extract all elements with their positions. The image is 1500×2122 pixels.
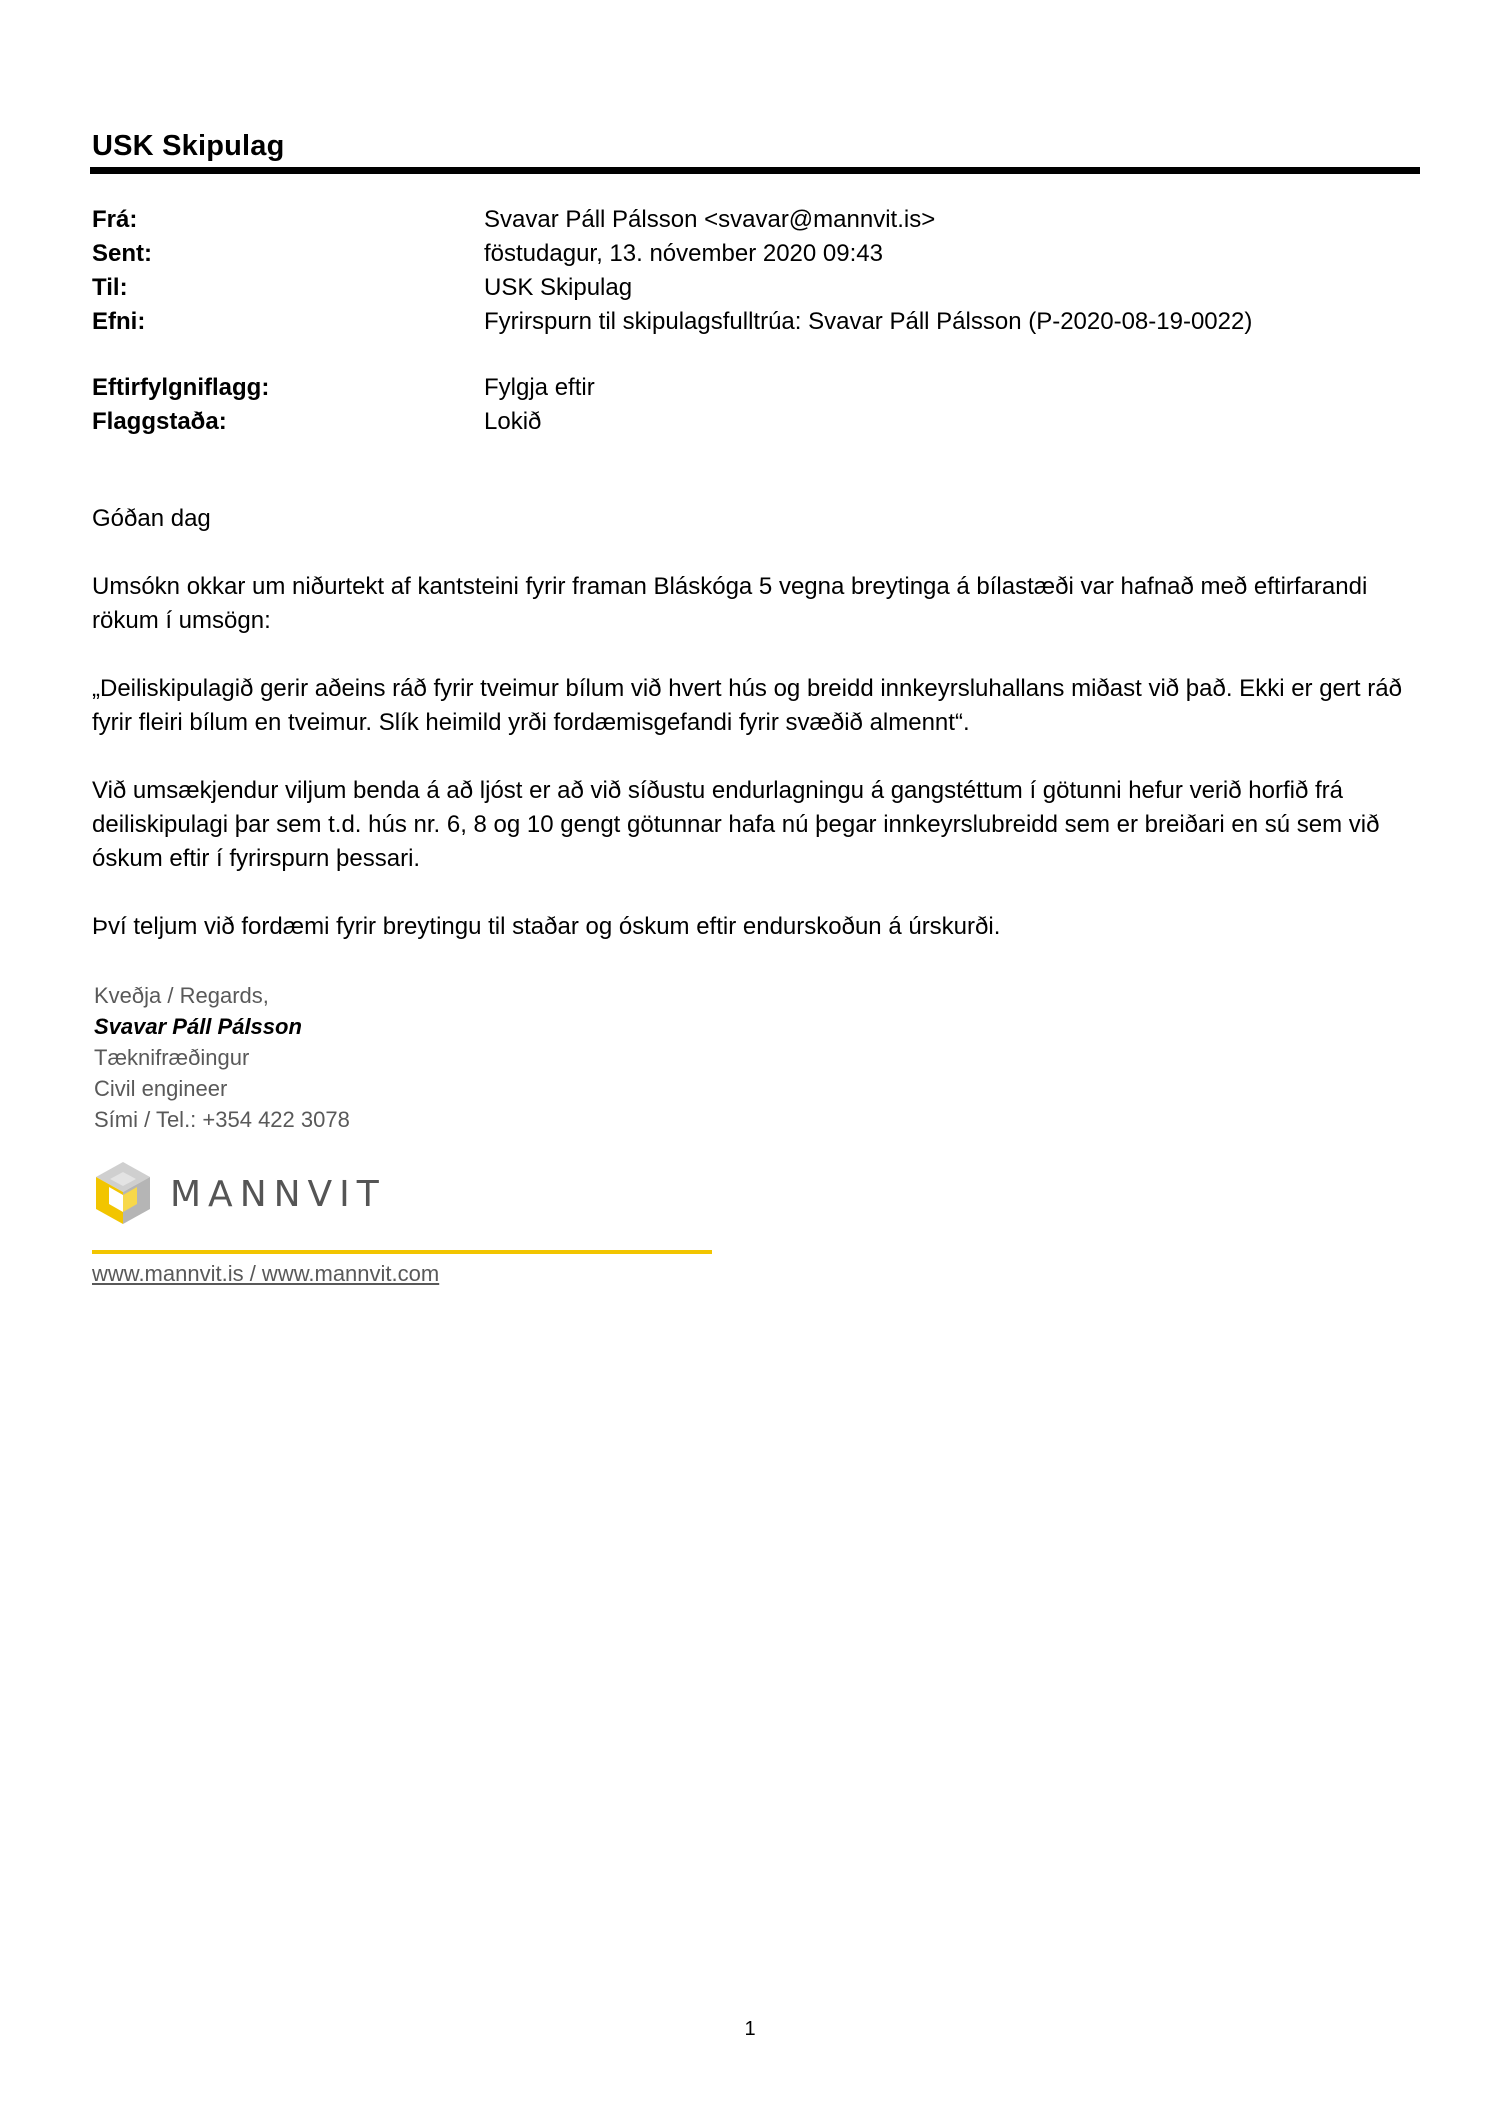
website-link[interactable]: www.mannvit.is / www.mannvit.com [92,1261,440,1286]
greeting: Góðan dag [92,505,211,532]
email-header [92,203,1412,439]
signature-title-is: Tæknifræðingur [94,1045,250,1070]
title-divider [90,167,1420,174]
signature-divider [92,1250,712,1254]
signature-phone: Sími / Tel.: +354 422 3078 [94,1107,350,1132]
signature-closing: Kveðja / Regards, [94,983,269,1008]
mannvit-cube-icon [92,1160,154,1226]
header-row-to [92,271,1412,305]
logo-wordmark: MANNVIT [170,1174,386,1215]
header-row-sent [92,237,1412,271]
sent-value: föstudagur, 13. nóvember 2020 09:43 [484,240,883,267]
header-spacer [92,339,1412,371]
flag-status-label: Flaggstaða: [92,408,227,435]
signature-name: Svavar Páll Pálsson [94,1014,302,1039]
flag-label: Eftirfylgniflagg: [92,374,270,401]
header-row-flag-status [92,405,1412,439]
subject-value: Fyrirspurn til skipulagsfulltrúa: Svavar Páll Pálsson (P-2020-08-19-0022) [484,308,1253,335]
header-row-flag [92,371,1412,405]
signature-block [94,980,350,1135]
body-paragraph-1: Umsókn okkar um niðurtekt af kantsteini fyrir framan Bláskóga 5 vegna breytinga á bílastæði var hafnað með eftirfarandi rökum í umsögn: [92,573,1368,634]
sent-label: Sent: [92,240,152,267]
page-title: USK Skipulag [92,130,285,162]
page-number: 1 [744,2018,756,2040]
header-row-subject [92,305,1412,339]
from-label: Frá: [92,206,138,233]
body-paragraph-2: „Deiliskipulagið gerir aðeins ráð fyrir tveimur bílum við hvert hús og breidd innkeyrsluhallans miðast við það. Ekki er gert ráð fyrir fleiri bílum en tveimur. Slík heimild yrði fordæmisgefandi fyrir svæðið almennt“. [92,675,1402,736]
body-paragraph-3: Við umsækjendur viljum benda á að ljóst er að við síðustu endurlagningu á gangstéttum í götunni hefur verið horfið frá deiliskipulagi þar sem t.d. hús nr. 6, 8 og 10 gengt götunnar hafa nú þegar innkeyrslubreidd sem er breiðari en sú sem við óskum eftir í fyrirspurn þessari. [92,777,1380,872]
to-value: USK Skipulag [484,274,633,301]
from-value: Svavar Páll Pálsson <svavar@mannvit.is> [484,206,936,233]
subject-label: Efni: [92,308,146,335]
email-body [92,502,1412,978]
signature-title-en: Civil engineer [94,1076,228,1101]
to-label: Til: [92,274,128,301]
flag-status-value: Lokið [484,408,542,435]
body-paragraph-4: Því teljum við fordæmi fyrir breytingu til staðar og óskum eftir endurskoðun á úrskurði. [92,913,1001,940]
flag-value: Fylgja eftir [484,374,595,401]
header-row-from [92,203,1412,237]
